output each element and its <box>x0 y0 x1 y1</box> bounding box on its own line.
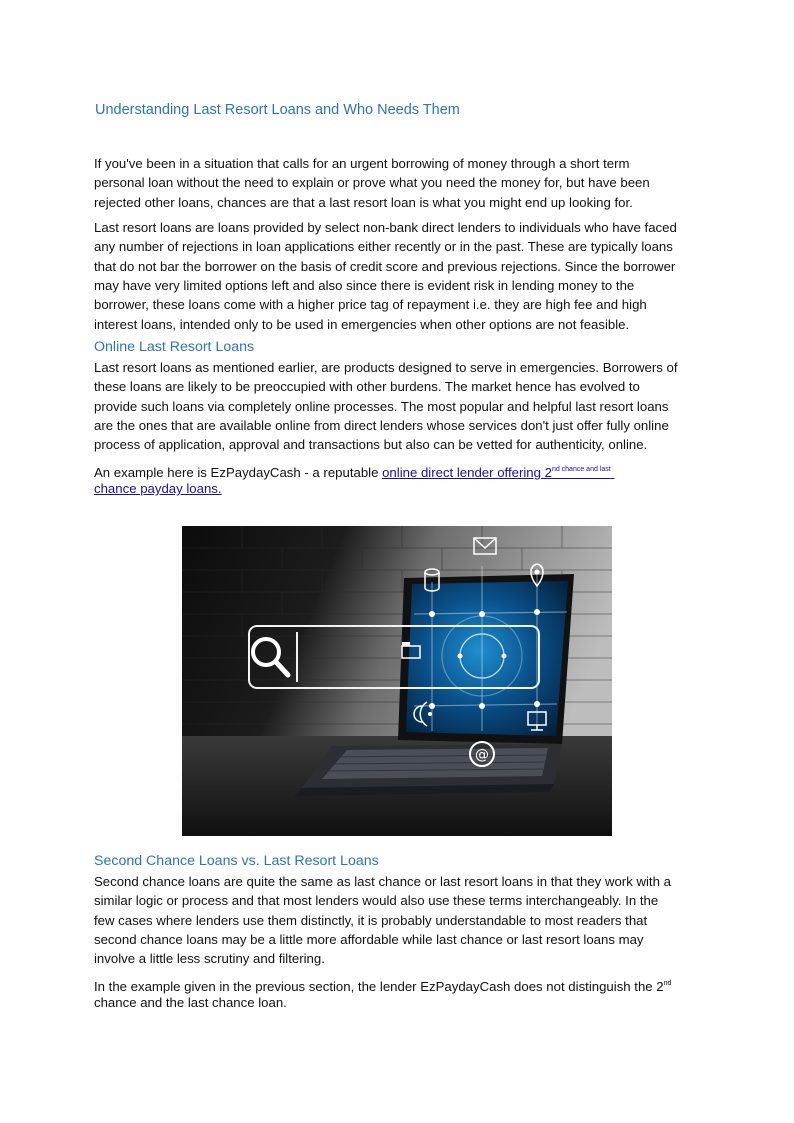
section2-line-4: second chance loans may be a little more affordable while last chance or last resort loans may <box>94 932 644 947</box>
section2-line-2: similar logic or process and that most lenders would also use these terms interchangeably. In the <box>94 893 659 908</box>
para2-line-5: borrower, these loans come with a higher price tag of repayment i.e. they are high fee and high <box>94 297 647 312</box>
para2-line-1: Last resort loans are loans provided by select non-bank direct lenders to individuals who have faced <box>94 220 677 235</box>
para2-line-6: interest loans, intended only to be used in emergencies when other options are not feasible. <box>94 317 630 332</box>
example-line-2 <box>94 479 222 498</box>
lender-link[interactable] <box>382 465 614 480</box>
intro-line-1: If you've been in a situation that calls for an urgent borrowing of money through a short term <box>94 156 630 171</box>
page-title: Understanding Last Resort Loans and Who Needs Them <box>95 102 460 118</box>
section1-line-2: these loans are likely to be preoccupied with other burdens. The market hence has evolved to <box>94 379 640 394</box>
lender-link-continued[interactable]: chance payday loans. <box>94 481 222 496</box>
final-line-2: chance and the last chance loan. <box>94 995 287 1010</box>
lender-link-text: online direct lender offering 2 <box>382 465 552 480</box>
para2-line-3: that do not bar the borrower on the basis of credit score and previous rejections. Since the borrower <box>94 259 676 274</box>
section1-line-3: provide such loans via completely online processes. The most popular and helpful last resort loans <box>94 399 669 414</box>
intro-line-2: personal loan without the need to explain or prove what you need the money for, but have been <box>94 175 650 190</box>
section1-line-4: are the ones that are available online from direct lenders whose services don't just offer fully online <box>94 418 669 433</box>
section1-line-1: Last resort loans as mentioned earlier, are products designed to serve in emergencies. Borrowers of <box>94 360 678 375</box>
para2-line-2: any number of rejections in loan applications either recently or in the past. These are typically loans <box>94 239 673 254</box>
lender-link-sup: nd chance and last <box>551 466 611 473</box>
section2-line-5: involve a little less scrutiny and filtering. <box>94 951 325 966</box>
intro-line-3: rejected other loans, chances are that a last resort loan is what you might end up looking for. <box>94 195 633 210</box>
final-sup: nd <box>663 980 672 987</box>
section2-line-3: few cases where lenders use them distinctly, it is probably understandable to most readers that <box>94 913 648 928</box>
laptop-illustration <box>182 526 612 836</box>
final-line-text: In the example given in the previous section, the lender EzPaydayCash does not distinguish the 2 <box>94 979 664 994</box>
svg-text:@: @ <box>475 747 489 763</box>
section-heading-second-chance: Second Chance Loans vs. Last Resort Loans <box>94 853 379 869</box>
section2-line-1: Second chance loans are quite the same as last chance or last resort loans in that they work with a <box>94 874 671 889</box>
section1-line-5: process of application, approval and transactions but also can be vetted for authenticity, online. <box>94 437 648 452</box>
section-heading-online: Online Last Resort Loans <box>94 339 255 355</box>
para2-line-4: may have very limited options left and also since there is evident risk in lending money to the <box>94 278 635 293</box>
example-prefix: An example here is EzPaydayCash - a reputable <box>94 465 383 480</box>
